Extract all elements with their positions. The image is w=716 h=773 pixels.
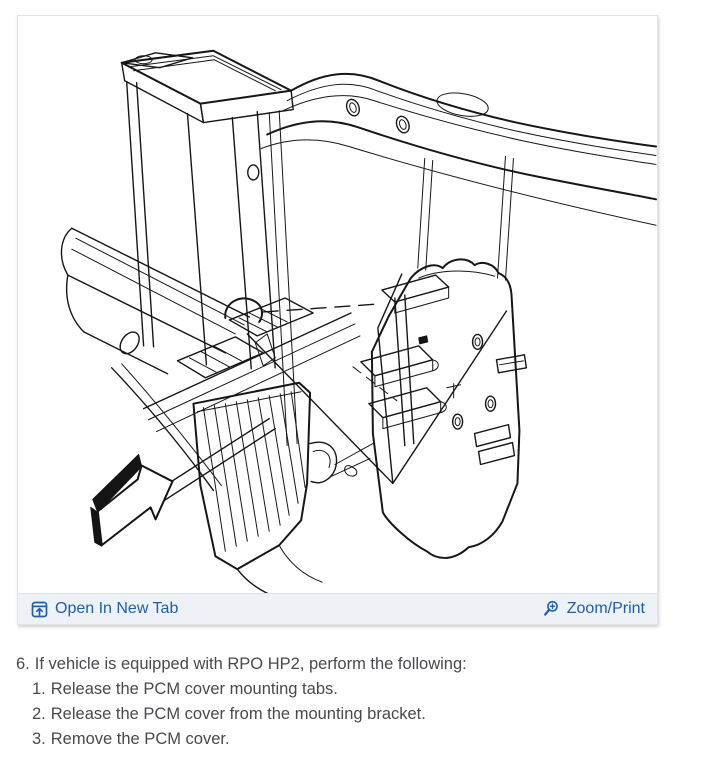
open-in-new-tab-link[interactable] (31, 601, 178, 618)
substep-3-text: Remove the PCM cover. (50, 730, 230, 748)
zoom-print-icon (542, 600, 560, 618)
open-in-new-tab-label: Open In New Tab (55, 600, 179, 617)
substep-1-text: Release the PCM cover mounting tabs. (50, 680, 338, 698)
substep-1-number: 1. (32, 680, 46, 698)
pcm-cover (144, 383, 373, 593)
frame-channel (122, 51, 297, 446)
removal-arrow-icon (91, 455, 173, 547)
substep-3-number: 3. (32, 730, 46, 748)
substep-2-number: 2. (32, 705, 46, 723)
step-number: 6. (16, 655, 30, 673)
instructions (16, 652, 706, 752)
pcm-diagram (18, 16, 657, 593)
diagram-card (17, 15, 658, 625)
frame-rail (261, 74, 656, 280)
substep-1-line (32, 677, 706, 702)
step-text: If vehicle is equipped with RPO HP2, perform the following: (34, 655, 467, 673)
substep-3-line (32, 727, 706, 752)
leader-lines (247, 274, 506, 483)
zoom-print-label: Zoom/Print (566, 600, 645, 617)
open-in-new-tab-icon (31, 601, 48, 618)
step-6-line (16, 652, 706, 677)
zoom-print-link[interactable] (542, 600, 645, 618)
substep-2-text: Release the PCM cover from the mounting bracket. (50, 705, 426, 723)
substep-2-line (32, 702, 706, 727)
diagram-toolbar (18, 593, 657, 624)
pcm-diagram-drawing (18, 16, 657, 593)
pcm-connectors (144, 298, 360, 432)
